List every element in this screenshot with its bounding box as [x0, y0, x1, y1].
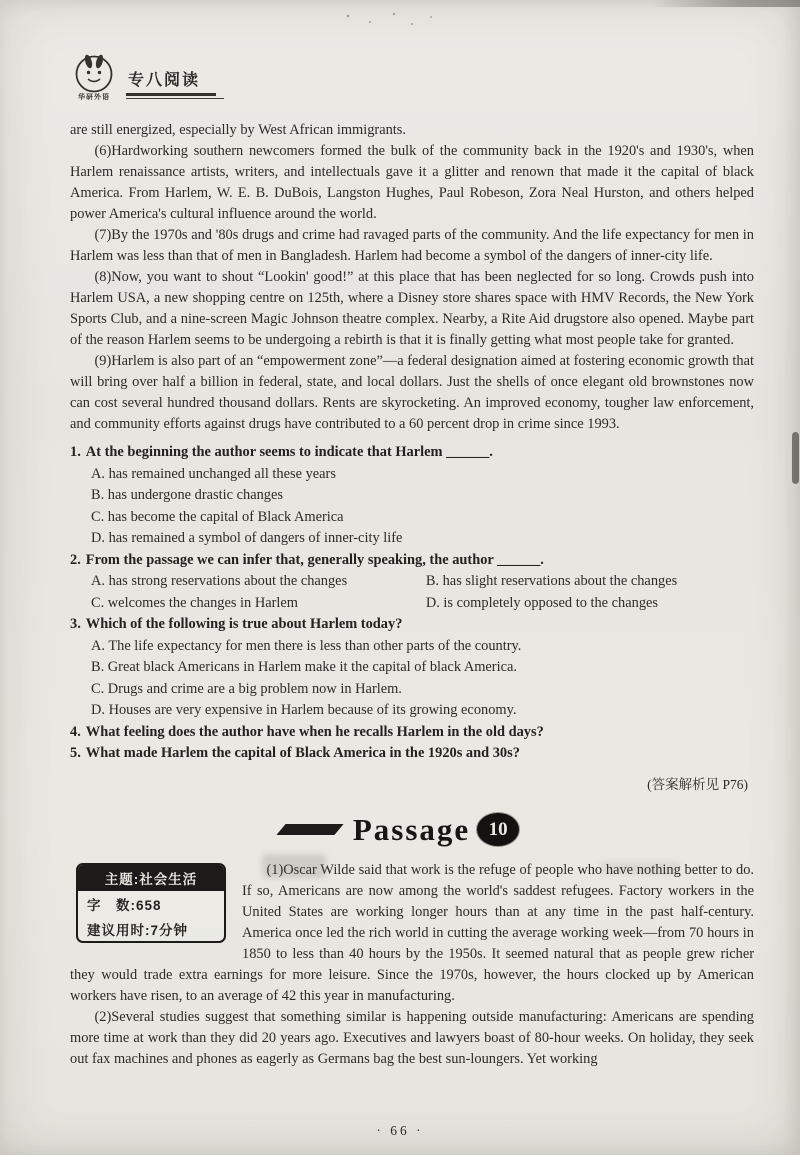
- series-banner: [126, 66, 216, 96]
- question-3-option-a: A. The life expectancy for men there is less than other parts of the country.: [91, 637, 522, 654]
- question-2: [70, 550, 754, 615]
- reading-paragraph-6: (6)Hardworking southern newcomers formed the bulk of the community back in the 1920's and 1930's, when Harlem renaissance artists, writers, and intellectuals gave it a glitter and renown that made it the capital of black America. From Harlem, W. E. B. DuBois, Langston Hughes, Paul Robeson, Zora Neal Hurston, and others helped power America's cultural influence around the world.: [70, 143, 754, 222]
- page-number: · 66 ·: [376, 1123, 424, 1138]
- reading-paragraph-7: (7)By the 1970s and '80s drugs and crime had ravaged parts of the community. And the life expectancy for men in Harlem was less than that of men in Bangladesh. Harlem had become a symbol of the dangers of inner-city life.: [70, 227, 754, 264]
- scan-noise-speckles: [336, 8, 446, 32]
- question-5-stem: 5. What made Harlem the capital of Black America in the 1920s and 30s?: [70, 745, 520, 761]
- reading-paragraph-8: (8)Now, you want to shout “Lookin' good!” at this place that has been neglected for so long. Crowds push into Harlem USA, a new shopping centre on 125th, where a Disney store shares space with HMV Records, the New York Sports Club, and a nine-screen Magic Johnson theatre complex. Nearby, a Rite Aid drugstore also opened. Maybe part of the reason Harlem seems to be undergoing a rebirth is that it is finally getting what most people take for granted.: [70, 269, 754, 348]
- rabbit-logo-icon: [74, 53, 114, 93]
- question-4-number: 4.: [70, 723, 81, 740]
- passage-info-box: [76, 863, 226, 943]
- page-footer: [0, 1122, 800, 1140]
- reading-continuation-line: are still energized, especially by West African immigrants.: [70, 122, 406, 138]
- question-1-options: [70, 464, 754, 550]
- question-4: [70, 722, 754, 744]
- question-2-number: 2.: [70, 551, 81, 568]
- reading-paragraph-9: (9)Harlem is also part of an “empowerment zone”—a federal designation aimed at fostering economic growth that will bring over half a billion in federal, state, and local dollars. Just the shells of once elegant old brownstones now can cost several hundred thousand dollars. Rents are skyrocketing. An improved economy, tougher law enforcement, and community efforts against drugs have contributed to a 60 percent drop in crime since 1993.: [70, 353, 754, 432]
- answer-reference-note: (答案解析见 P76): [647, 776, 748, 792]
- word-count-row: 字 数:658: [87, 897, 162, 913]
- heading-decoration-bar: [276, 824, 343, 835]
- passage-section: [0, 860, 800, 1070]
- question-5: [70, 743, 754, 765]
- passage-paragraph-1: (1)Oscar Wilde said that work is the refuge of people who have nothing better to do. If so, Americans are now among the world's saddest refugees. Factory workers in the United States are working longer hours than at any time in the past half-century. America once led the rich world in cutting the average working week—from 70 hours in 1850 to less than 40 hours by the 1950s. It seemed natural that as people grew richer they would trade extra earnings for more leisure. Since the 1970s, however, the hours clocked up by American workers have risen, to an average of 42 this year in manufacturing.: [70, 861, 754, 1004]
- question-1-stem: 1. At the beginning the author seems to indicate that Harlem ______.: [70, 444, 493, 460]
- topic-banner: 主题:社会生活: [78, 865, 224, 891]
- passage-number: 10: [488, 818, 508, 840]
- question-3-number: 3.: [70, 616, 81, 632]
- suggested-time-row: 建议用时:7分钟: [87, 922, 189, 938]
- question-2-option-b: B. has slight reservations about the changes: [425, 573, 678, 589]
- question-2-option-c: C. welcomes the changes in Harlem: [91, 594, 298, 611]
- passage-paragraph-2: (2)Several studies suggest that something similar is happening outside manufacturing: Americans are spending more time at work than they did 20 years ago. Executives and lawyers boast of 80-hour weeks. On holiday, they seek out fax machines and phones as eagerly as Germans bag the best sun-loungers. Yet working: [70, 1008, 754, 1067]
- passage-title: Passage: [352, 811, 471, 847]
- publisher-logo: [72, 53, 116, 102]
- question-2-options: [70, 571, 754, 614]
- question-5-number: 5.: [70, 745, 81, 761]
- question-3-stem: 3. Which of the following is true about Harlem today?: [70, 616, 403, 632]
- question-2-option-d: D. is completely opposed to the changes: [425, 594, 659, 611]
- question-1-option-a: A. has remained unchanged all these years: [91, 465, 336, 482]
- passage-heading: [0, 809, 800, 851]
- question-2-stem: 2. From the passage we can infer that, generally speaking, the author ______.: [70, 551, 544, 568]
- question-3-option-c: C. Drugs and crime are a big problem now in Harlem.: [91, 680, 402, 697]
- question-3: [70, 614, 754, 722]
- page-content: [0, 120, 800, 793]
- questions-section: [70, 442, 754, 765]
- publisher-name: 华研外语: [78, 94, 110, 101]
- reading-text-block: [70, 120, 754, 435]
- passage-number-badge: [477, 813, 519, 846]
- series-title: 专八阅读: [128, 72, 201, 89]
- question-3-options: [70, 636, 754, 722]
- question-4-stem: 4. What feeling does the author have when he recalls Harlem in the old days?: [70, 723, 544, 740]
- question-1-number: 1.: [70, 444, 81, 460]
- question-2-option-a: A. has strong reservations about the changes: [91, 573, 348, 589]
- question-3-option-b: B. Great black Americans in Harlem make it the capital of black America.: [91, 659, 517, 675]
- question-1-option-c: C. has become the capital of Black America: [91, 508, 344, 525]
- question-1-option-b: B. has undergone drastic changes: [91, 487, 283, 503]
- question-1: [70, 442, 754, 550]
- page-header: [72, 50, 800, 102]
- scan-edge-shadow: [650, 0, 800, 7]
- question-3-option-d: D. Houses are very expensive in Harlem because of its growing economy.: [91, 702, 517, 718]
- question-1-option-d: D. has remained a symbol of dangers of inner-city life: [91, 530, 403, 546]
